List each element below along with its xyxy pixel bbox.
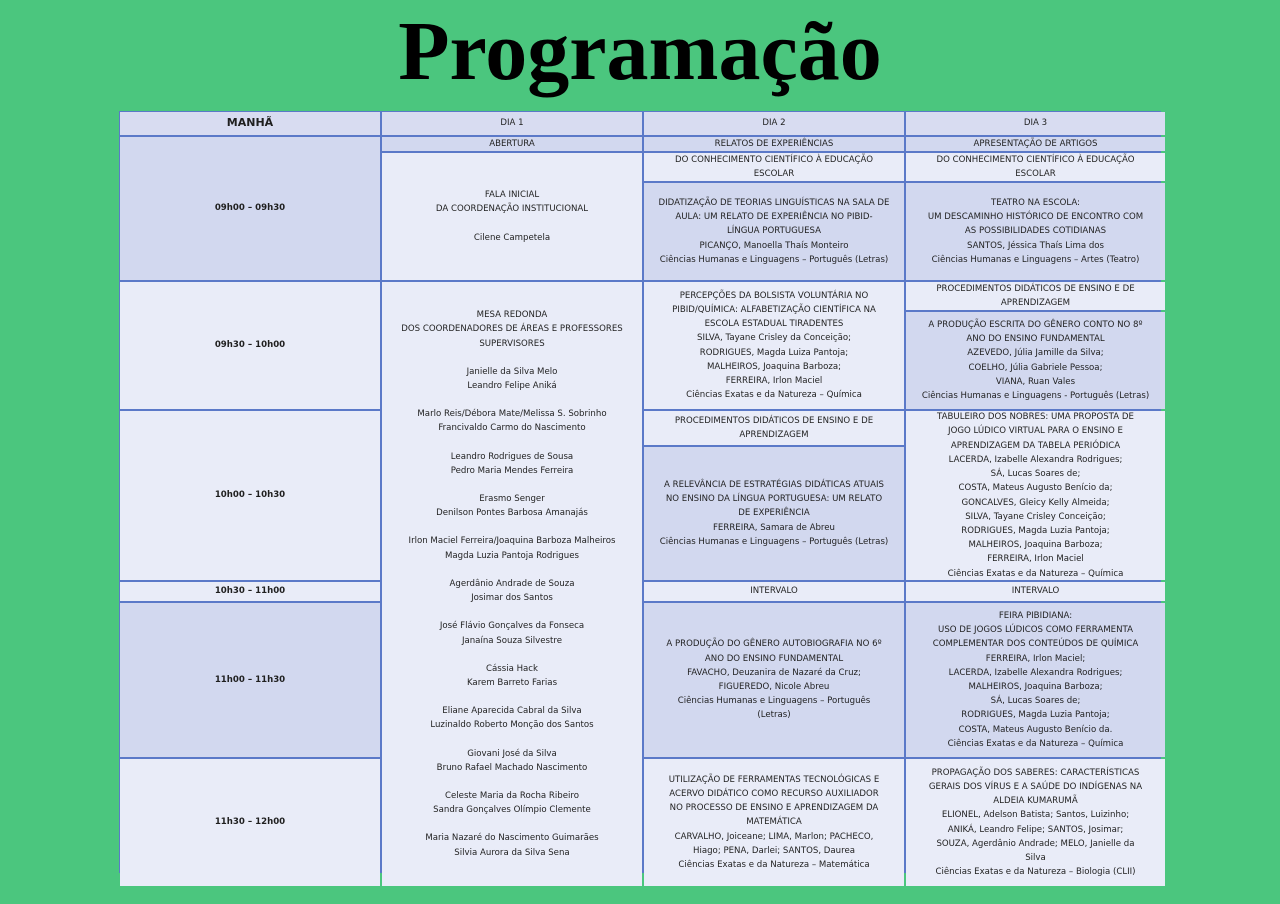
text-line: Sandra Gonçalves Olímpio Clemente xyxy=(433,805,591,816)
text-line: Francivaldo Carmo do Nascimento xyxy=(438,423,586,434)
text-line: Cilene Campetela xyxy=(473,232,551,243)
text-line: Maria Nazaré do Nascimento Guimarães xyxy=(425,833,599,844)
text-line: A RELEVÂNCIA DE ESTRATÉGIAS DIDÁTICAS ATUAIS xyxy=(664,479,884,490)
text-line: APRENDIZAGEM DA TABELA PERIÓDICA xyxy=(950,440,1121,451)
dia3-article xyxy=(906,312,1165,409)
text-line: Agerdânio Andrade de Souza xyxy=(449,578,575,589)
subheader-dia2: RELATOS DE EXPERIÊNCIAS xyxy=(644,137,904,151)
text-line: Pedro Maria Mendes Ferreira xyxy=(450,465,574,476)
dia2-presentation xyxy=(644,603,904,757)
dia2-presentation xyxy=(644,447,904,580)
text-line: FIGUEREDO, Nicole Abreu xyxy=(718,682,830,692)
text-line: Ciências Exatas e da Natureza – Química xyxy=(686,390,862,401)
text-line: AS POSSIBILIDADES COTIDIANAS xyxy=(964,226,1107,237)
page-title: Programação xyxy=(398,5,882,98)
text-line: RODRIGUES, Magda Luzia Pantoja; xyxy=(961,525,1110,536)
text-line: DA COORDENAÇÃO INSTITUCIONAL xyxy=(435,204,589,215)
dia3-section-title xyxy=(906,282,1165,310)
text-line: COSTA, Mateus Augusto Benício da. xyxy=(958,724,1113,735)
text-line: Karem Barreto Farias xyxy=(466,677,558,688)
text-line: GONCALVES, Gleicy Kelly Almeida; xyxy=(961,497,1110,508)
text-line: Janaína Souza Silvestre xyxy=(461,635,563,646)
text-line: UTILIZAÇÃO DE FERRAMENTAS TECNOLÓGICAS E xyxy=(668,774,880,785)
text-line: PROCEDIMENTOS DIDÁTICOS DE ENSINO E DE xyxy=(936,283,1135,294)
text-line: DE EXPERIÊNCIA xyxy=(738,508,810,519)
text-line: ANO DO ENSINO FUNDAMENTAL xyxy=(704,653,844,664)
text-line: José Flávio Gonçalves da Fonseca xyxy=(439,621,585,632)
text-line: Ciências Humanas e Linguagens - Português (Letras) xyxy=(921,390,1150,401)
dia2-presentation xyxy=(644,759,904,886)
schedule-table xyxy=(119,111,1161,878)
subheader-dia1: ABERTURA xyxy=(382,137,642,151)
dia3-article xyxy=(906,603,1165,757)
text-line: Giovani José da Silva xyxy=(467,748,557,759)
text-line: ESCOLAR xyxy=(1015,169,1056,179)
text-line: MALHEIROS, Joaquina Barboza; xyxy=(706,361,842,372)
time-slot: 11h30 – 12h00 xyxy=(120,759,380,886)
text-line: Luzinaldo Roberto Monção dos Santos xyxy=(430,720,594,731)
text-line: FAVACHO, Deuzanira de Nazaré da Cruz; xyxy=(687,667,861,678)
text-line: ESCOLAR xyxy=(753,169,795,179)
text-line: LACERDA, Izabelle Alexandra Rodrigues; xyxy=(948,454,1123,465)
text-line: FERREIRA, Irlon Maciel; xyxy=(985,653,1086,664)
dia2-section-title xyxy=(644,411,904,445)
time-slot: 11h00 – 11h30 xyxy=(120,603,380,757)
dia2-presentation xyxy=(644,183,904,280)
text-line: GERAIS DOS VÍRUS E A SAÚDE DO INDÍGENAS NA xyxy=(928,781,1143,792)
text-line: Irlon Maciel Ferreira/Joaquina Barboza Malheiros xyxy=(408,536,616,547)
text-line: PROPAGAÇÃO DOS SABERES: CARACTERÍSTICAS xyxy=(931,767,1140,778)
dia2-intervalo: INTERVALO xyxy=(644,582,904,601)
text-line: USO DE JOGOS LÚDICOS COMO FERRAMENTA xyxy=(938,625,1133,636)
text-line: FEIRA PIBIDIANA: xyxy=(998,610,1073,621)
dia2-presentation xyxy=(644,282,904,409)
text-line: Erasmo Senger xyxy=(479,494,545,505)
time-slot: 09h00 – 09h30 xyxy=(120,137,380,280)
dia3-article xyxy=(906,411,1165,580)
text-line: FERREIRA, Irlon Maciel xyxy=(987,554,1084,565)
text-line: MALHEIROS, Joaquina Barboza; xyxy=(968,540,1103,551)
text-line: RODRIGUES, Magda Luiza Pantoja; xyxy=(699,347,849,358)
text-line: DO CONHECIMENTO CIENTÍFICO À EDUCAÇÃO xyxy=(674,154,874,165)
text-line: FERREIRA, Irlon Maciel xyxy=(725,375,823,386)
dia1-mesa-redonda xyxy=(382,282,642,886)
text-line: Cássia Hack xyxy=(485,663,539,674)
text-line: Ciências Exatas e da Natureza – Matemática xyxy=(678,860,870,870)
text-line: DO CONHECIMENTO CIENTÍFICO À EDUCAÇÃO xyxy=(936,154,1135,165)
text-line: COMPLEMENTAR DOS CONTEÚDOS DE QUÍMICA xyxy=(932,639,1139,650)
time-slot: 10h00 – 10h30 xyxy=(120,411,380,580)
header-dia2: DIA 2 xyxy=(644,112,904,135)
text-line: Ciências Exatas e da Natureza – Biologia (CLII) xyxy=(935,867,1136,878)
text-line: Ciências Humanas e Linguagens – Artes (Teatro) xyxy=(931,254,1140,265)
text-line: SILVA, Tayane Crisley da Conceição; xyxy=(696,333,851,344)
text-line: COSTA, Mateus Augusto Benício da; xyxy=(958,483,1113,494)
text-line: Ciências Exatas e da Natureza – Química xyxy=(947,738,1124,749)
text-line: Hiago; PENA, Darlei; SANTOS, Daurea xyxy=(692,845,856,856)
dia3-intervalo: INTERVALO xyxy=(906,582,1165,601)
dia1-fala-inicial xyxy=(382,153,642,280)
text-line: Bruno Rafael Machado Nascimento xyxy=(436,762,588,773)
text-line: Ciências Exatas e da Natureza – Química xyxy=(947,568,1124,579)
text-line: TABULEIRO DOS NOBRES: UMA PROPOSTA DE xyxy=(937,412,1134,423)
text-line: DOS COORDENADORES DE ÁREAS E PROFESSORES xyxy=(401,324,623,335)
text-line: JOGO LÚDICO VIRTUAL PARA O ENSINO E xyxy=(948,426,1123,437)
text-line: LÍNGUA PORTUGUESA xyxy=(726,226,821,237)
text-line: Eliane Aparecida Cabral da Silva xyxy=(442,706,582,717)
text-line: Ciências Humanas e Linguagens – Português (Letras) xyxy=(659,536,889,547)
text-line: MATEMÁTICA xyxy=(746,817,802,828)
text-line: ANO DO ENSINO FUNDAMENTAL xyxy=(966,334,1105,345)
text-line: MALHEIROS, Joaquina Barboza; xyxy=(968,682,1103,692)
header-manha: MANHÃ xyxy=(120,112,380,135)
time-slot: 10h30 – 11h00 xyxy=(120,582,380,601)
text-line: APRENDIZAGEM xyxy=(739,430,809,440)
text-line: Marlo Reis/Débora Mate/Melissa S. Sobrinho xyxy=(417,409,607,420)
text-line: TEATRO NA ESCOLA: xyxy=(991,197,1080,208)
text-line: SÁ, Lucas Soares de; xyxy=(990,469,1081,480)
time-slot: 09h30 – 10h00 xyxy=(120,282,380,409)
header-dia3: DIA 3 xyxy=(906,112,1165,135)
text-line: A PRODUÇÃO ESCRITA DO GÊNERO CONTO NO 8º xyxy=(928,319,1143,330)
text-line: Ciências Humanas e Linguagens – Português (Letras) xyxy=(659,254,889,265)
text-line: APRENDIZAGEM xyxy=(1000,298,1071,308)
text-line: FERREIRA, Samara de Abreu xyxy=(712,522,836,533)
dia2-section-title xyxy=(644,153,904,181)
dia3-article xyxy=(906,183,1165,280)
text-line: PROCEDIMENTOS DIDÁTICOS DE ENSINO E DE xyxy=(674,415,874,426)
text-line: Denilson Pontes Barbosa Amanajás xyxy=(436,508,588,519)
text-line: A PRODUÇÃO DO GÊNERO AUTOBIOGRAFIA NO 6º xyxy=(666,639,882,650)
text-line: PICANÇO, Manoella Thaís Monteiro xyxy=(699,240,849,251)
text-line: MESA REDONDA xyxy=(476,310,548,321)
text-line: FALA INICIAL xyxy=(484,190,540,201)
dia3-section-title xyxy=(906,153,1165,181)
text-line: (Letras) xyxy=(757,710,791,721)
text-line: Magda Luzia Pantoja Rodrigues xyxy=(445,550,579,561)
text-line: AZEVEDO, Júlia Jamille da Silva; xyxy=(967,348,1104,359)
text-line: PIBID/QUÍMICA: ALFABETIZAÇÃO CIENTÍFICA NA xyxy=(672,304,876,315)
text-line: NO PROCESSO DE ENSINO E APRENDIZAGEM DA xyxy=(669,803,879,814)
text-line: ELIONEL, Adelson Batista; Santos, Luizinho; xyxy=(941,810,1130,821)
text-line: SANTOS, Jéssica Thaís Lima dos xyxy=(966,240,1105,251)
text-line: Leandro Felipe Aniká xyxy=(467,381,557,392)
text-line: CARVALHO, Joiceane; LIMA, Marlon; PACHECO, xyxy=(674,831,874,842)
text-line: COELHO, Júlia Gabriele Pessoa; xyxy=(968,362,1103,373)
text-line: SILVA, Tayane Crisley Conceição; xyxy=(965,511,1106,522)
text-line: Silvia Aurora da Silva Sena xyxy=(454,847,570,858)
text-line: Silva xyxy=(1025,852,1046,863)
text-line: ESCOLA ESTADUAL TIRADENTES xyxy=(704,319,844,330)
text-line: NO ENSINO DA LÍNGUA PORTUGUESA: UM RELATO xyxy=(665,494,883,505)
text-line: Celeste Maria da Rocha Ribeiro xyxy=(445,790,579,801)
header-dia1: DIA 1 xyxy=(382,112,642,135)
text-line: PERCEPÇÕES DA BOLSISTA VOLUNTÁRIA NO xyxy=(679,290,869,301)
dia3-article xyxy=(906,759,1165,886)
text-line: LACERDA, Izabelle Alexandra Rodrigues; xyxy=(948,667,1123,678)
text-line: SOUZA, Agerdânio Andrade; MELO, Janielle da xyxy=(936,838,1135,849)
text-line: ALDEIA KUMARUMÃ xyxy=(993,796,1078,807)
text-line: RODRIGUES, Magda Luzia Pantoja; xyxy=(961,710,1110,721)
subheader-dia3: APRESENTAÇÃO DE ARTIGOS xyxy=(906,137,1165,151)
text-line: AULA: UM RELATO DE EXPERIÊNCIA NO PIBID- xyxy=(675,212,873,223)
text-line: Leandro Rodrigues de Sousa xyxy=(450,451,574,462)
text-line: ANIKÁ, Leandro Felipe; SANTOS, Josimar; xyxy=(947,824,1124,835)
text-line: DIDATIZAÇÃO DE TEORIAS LINGUÍSTICAS NA SALA DE xyxy=(658,197,890,208)
text-line: SÁ, Lucas Soares de; xyxy=(990,696,1081,707)
text-line: ACERVO DIDÁTICO COMO RECURSO AUXILIADOR xyxy=(669,788,879,799)
text-line: SUPERVISORES xyxy=(479,338,545,349)
text-line: UM DESCAMINHO HISTÓRICO DE ENCONTRO COM xyxy=(927,212,1144,223)
text-line: Janielle da Silva Melo xyxy=(466,366,558,377)
text-line: VIANA, Ruan Vales xyxy=(995,376,1076,387)
text-line: Ciências Humanas e Linguagens – Português xyxy=(677,696,871,707)
text-line: Josimar dos Santos xyxy=(471,593,553,604)
